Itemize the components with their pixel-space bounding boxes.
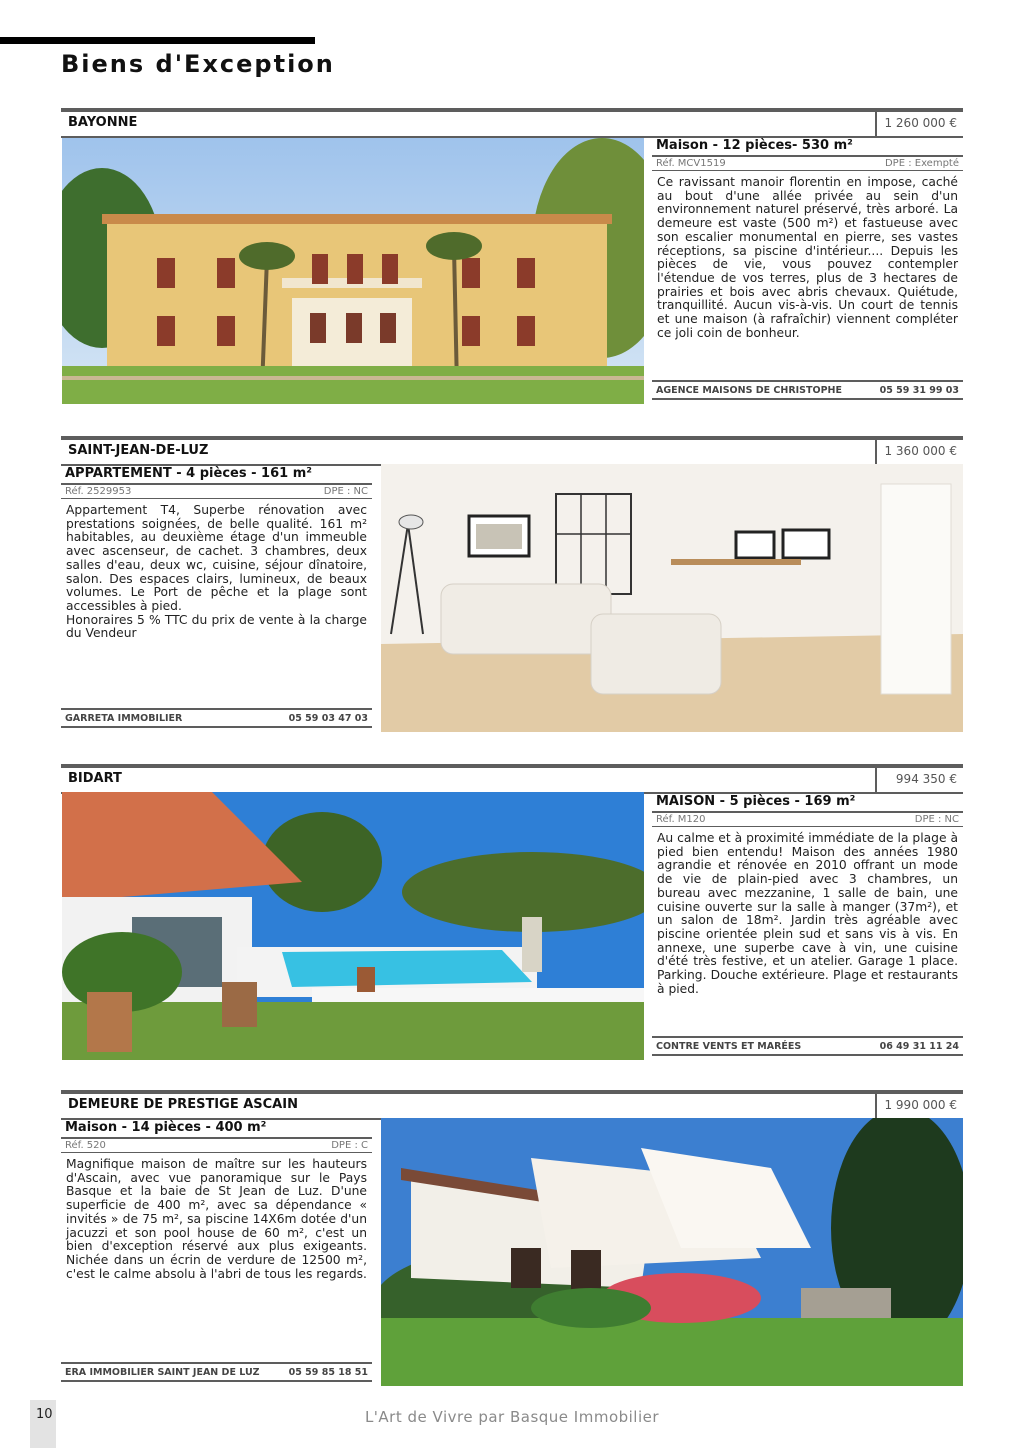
listing-info <box>61 1118 372 1281</box>
price-box <box>875 112 963 136</box>
property-photo-apartment[interactable] <box>381 464 963 732</box>
listing-ref: Réf. 520 <box>65 1140 106 1151</box>
agency-name[interactable]: ERA IMMOBILIER SAINT JEAN DE LUZ <box>65 1366 260 1378</box>
agency-name[interactable]: GARRETA IMMOBILIER <box>65 712 183 724</box>
listing-description: Magnifique maison de maître sur les hauteurs d'Ascain, avec vue panoramique sur le Pays Basque et la baie de St Jean de Luz. D'une superficie de 400 m², avec sa dépendance « invités » de 75 m², sa piscine 14X6m dotée d'un jacuzzi et son pool house de 60 m², c'est un bien d'exception réservé aux plus exigeants. Nichée dans un écrin de verdure de 12500 m², c'est le calme absolu à l'abri de tous les regards. <box>66 1157 367 1281</box>
property-photo-manor[interactable] <box>62 138 644 404</box>
reference-row <box>61 1139 372 1153</box>
footer-tagline: L'Art de Vivre par Basque Immobilier <box>364 1408 660 1426</box>
listing-title: APPARTEMENT - 4 pièces - 161 m² <box>61 464 372 485</box>
listing-price: 1 260 000 € <box>884 116 957 130</box>
listing-dpe: DPE : NC <box>323 486 368 497</box>
agency-phone[interactable]: 05 59 31 99 03 <box>879 384 959 396</box>
listing-ref: Réf. 2529953 <box>65 486 132 497</box>
price-box <box>875 440 963 464</box>
listing-description: Appartement T4, Superbe rénovation avec prestations soignées, de belle qualité. 161 m² habitables, au deuxième étage d'un immeuble avec ascenseur, de cachet. 3 chambres, deux salles d'eau, deux wc, cuisine, séjour dînatoire, salon. Des espaces clairs, lumineux, de beaux volumes. Le Port de pêche et la plage sont accessibles à pied. Honoraires 5 % TTC du prix de vente à la charge du Vendeur <box>66 503 367 641</box>
listing-info <box>652 792 963 996</box>
listing-price: 994 350 € <box>895 772 957 786</box>
listing-price: 1 360 000 € <box>884 444 957 458</box>
listing-title: Maison - 14 pièces - 400 m² <box>61 1118 372 1139</box>
listing-city: DEMEURE DE PRESTIGE ASCAIN <box>68 1097 298 1112</box>
listing-header <box>61 436 963 466</box>
agency-phone[interactable]: 05 59 85 18 51 <box>288 1366 368 1378</box>
listing-ascain[interactable] <box>61 1090 963 1390</box>
agency-row <box>61 708 372 728</box>
agency-row <box>652 1036 963 1056</box>
reference-row <box>652 813 963 827</box>
top-accent-bar <box>0 37 315 44</box>
agency-name[interactable]: AGENCE MAISONS DE CHRISTOPHE <box>656 384 842 396</box>
listing-dpe: DPE : Exempté <box>884 158 959 169</box>
listing-header <box>61 108 963 138</box>
agency-phone[interactable]: 06 49 31 11 24 <box>879 1040 959 1052</box>
listing-saint-jean-de-luz[interactable] <box>61 436 963 736</box>
listing-city: BAYONNE <box>68 115 138 130</box>
price-box <box>875 1094 963 1118</box>
listing-info <box>61 464 372 641</box>
listing-ref: Réf. M120 <box>656 814 706 825</box>
listing-ref: Réf. MCV1519 <box>656 158 726 169</box>
page-number: 10 <box>36 1407 53 1422</box>
agency-phone[interactable]: 05 59 03 47 03 <box>288 712 368 724</box>
reference-row <box>652 157 963 171</box>
page-title: Biens d'Exception <box>61 50 335 78</box>
listing-dpe: DPE : NC <box>914 814 959 825</box>
property-photo-pool-house[interactable] <box>62 792 644 1060</box>
listing-bayonne[interactable] <box>61 108 963 408</box>
listing-city: BIDART <box>68 771 122 786</box>
listing-description: Ce ravissant manoir florentin en impose, caché au bout d'une allée privée au sein d'un environnement naturel préservé, très arboré. La demeure est vaste (500 m²) et fastueuse avec son escalier monumental en pierre, ses vastes réceptions, sa piscine d'intérieur.... Depuis les pièces de vie, vous pouvez contempler l'étendue de vos terres, plus de 3 hectares de prairies et bois avec abris chevaux. Quiétude, tranquillité. Aucun vis-à-vis. Un court de tennis et une maison (à rafraîchir) viennent compléter ce joli coin de bonheur. <box>657 175 958 340</box>
listing-header <box>61 1090 963 1120</box>
reference-row <box>61 485 372 499</box>
listing-bidart[interactable] <box>61 764 963 1064</box>
listing-info <box>652 136 963 340</box>
property-photo-basque-house[interactable] <box>381 1118 963 1386</box>
listing-description: Au calme et à proximité immédiate de la plage à pied bien entendu! Maison des années 1980 agrandie et rénovée en 2010 offrant un mode de vie de plain-pied avec 3 chambres, un bureau avec mezzanine, 1 salle de bain, une cuisine ouverte sur la salle à manger (37m²), et un salon de 18m². Jardin très agréable avec piscine orientée plein sud et sans vis à vis. En annexe, une superbe cave à vin, une cuisine d'été très festive, et un atelier. Garage 1 place. Parking. Douche extérieure. Plage et restaurants à pied. <box>657 831 958 996</box>
listing-title: MAISON - 5 pièces - 169 m² <box>652 792 963 813</box>
listing-title: Maison - 12 pièces- 530 m² <box>652 136 963 157</box>
listing-city: SAINT-JEAN-DE-LUZ <box>68 443 209 458</box>
agency-row <box>61 1362 372 1382</box>
listing-price: 1 990 000 € <box>884 1098 957 1112</box>
listing-header <box>61 764 963 794</box>
agency-row <box>652 380 963 400</box>
listing-dpe: DPE : C <box>331 1140 368 1151</box>
price-box <box>875 768 963 792</box>
agency-name[interactable]: CONTRE VENTS ET MARÉES <box>656 1040 802 1052</box>
